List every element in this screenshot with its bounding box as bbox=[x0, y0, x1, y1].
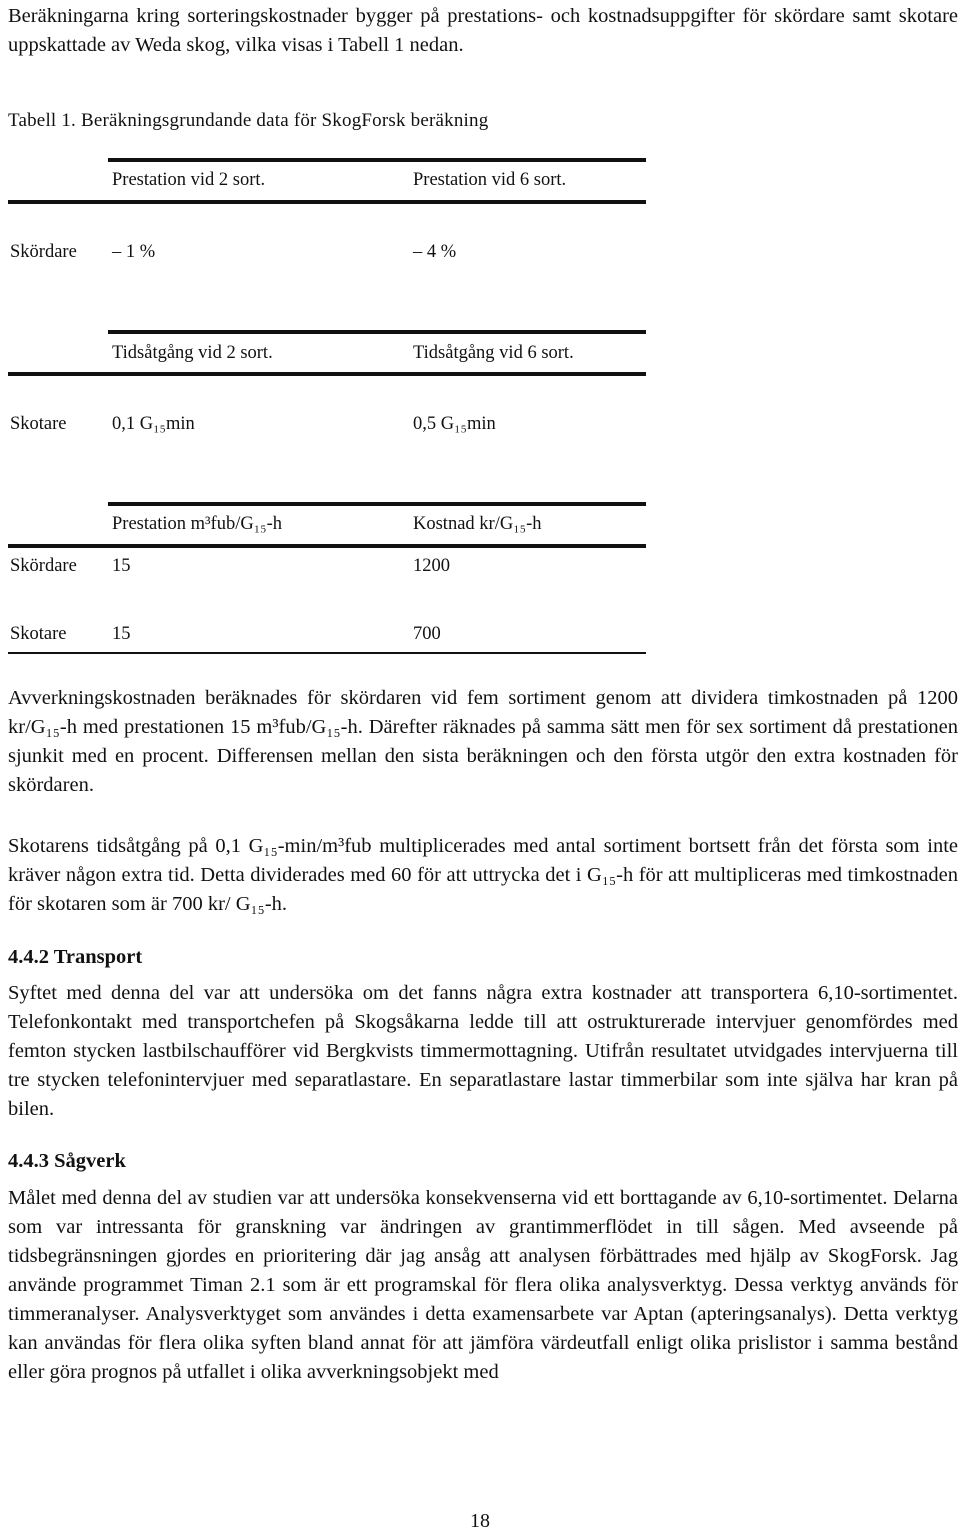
table2-row-label: Skotare bbox=[10, 414, 67, 434]
table1-header-col1: Prestation vid 2 sort. bbox=[112, 170, 266, 190]
paragraph-sagverk: Målet med denna del av studien var att undersöka konsekvenserna vid ett borttagande av 6,10-sortimentet. Delarna som var intressanta för granskning var ändringen av grantimmerflödet in till sågen. Med avseende på tidsbegränsningen gjordes en prioritering där jag ansåg att analysen förbättrades med hjälp av SkogForsk. Jag använde programmet Timan 2.1 som är ett programskal för flera olika analysverktyg. Dessa verktyg används för timmeranalyser. Analysverktyget som användes i detta examensarbete var Aptan (apteringsanalys). Detta verktyg kan användas för flera olika syften bland annat för att jämföra värdeutfall enligt olika prislistor i samma bestånd eller göra prognos på utfallet i olika avverkningsobjekt med bbox=[8, 1187, 958, 1383]
table3-header-col2: Kostnad kr/G₁₅-h bbox=[413, 514, 542, 534]
table1-header-col2: Prestation vid 6 sort. bbox=[413, 170, 567, 190]
intro-paragraph: Beräkningarna kring sorteringskostnader bygger på prestations- och kostnadsuppgifter för skördare samt skotare uppskattade av Weda skog, vilka visas i Tabell 1 nedan. bbox=[8, 5, 958, 56]
table2-row-value1: 0,1 G₁₅min bbox=[112, 414, 195, 434]
table1-row-label: Skördare bbox=[10, 242, 77, 262]
table3-header-rule bbox=[8, 544, 646, 548]
table1-row-value2: – 4 % bbox=[413, 242, 457, 262]
table1-header-rule bbox=[8, 200, 646, 204]
heading-transport: 4.4.2 Transport bbox=[8, 946, 143, 968]
table1-row-value1: – 1 % bbox=[112, 242, 156, 262]
paragraph-forwarder-time: Skotarens tidsåtgång på 0,1 G₁₅-min/m³fub multiplicerades med antal sortiment bortsett från det första som inte kräver någon extra tid. Detta dividerades med 60 för att uttrycka det i G₁₅-h för att multipliceras med timkostnaden för skotaren som är 700 kr/ G₁₅-h. bbox=[8, 835, 958, 915]
heading-sagverk: 4.4.3 Sågverk bbox=[8, 1150, 126, 1172]
table3-row2-value2: 700 bbox=[413, 624, 441, 644]
table2-header-rule bbox=[8, 372, 646, 376]
table2-row-value2: 0,5 G₁₅min bbox=[413, 414, 496, 434]
table3-row1-value2: 1200 bbox=[413, 556, 450, 576]
table3-row2-value1: 15 bbox=[112, 624, 131, 644]
table3-row1-label: Skördare bbox=[10, 556, 77, 576]
table3-row1-value1: 15 bbox=[112, 556, 131, 576]
paragraph-harvester-cost: Avverkningskostnaden beräknades för skördaren vid fem sortiment genom att dividera timkostnaden på 1200 kr/G₁₅-h med prestationen 15 m³fub/G₁₅-h. Därefter räknades på samma sätt men för sex sortiment då prestationen sjunkit med en procent. Differensen mellan den sista beräkningen och den första utgör den extra kostnaden för skördaren. bbox=[8, 687, 958, 796]
table1-top-rule bbox=[108, 158, 646, 162]
paragraph-transport: Syftet med denna del var att undersöka om det fanns några extra kostnader att transportera 6,10-sortimentet. Telefonkontakt med transportchefen på Skogsåkarna ledde till att ostrukturerade intervjuer genomfördes med femton stycken lastbilschaufförer vid Bergkvists timmermottagning. Utifrån resultatet utvidgades intervjuerna till tre stycken telefonintervjuer med separatlastare. En separatlastare lastar timmerbilar som inte själva har kran på bilen. bbox=[8, 982, 958, 1120]
table3-row2-label: Skotare bbox=[10, 624, 67, 644]
table3-bottom-rule bbox=[8, 652, 646, 654]
table3-top-rule bbox=[108, 502, 646, 506]
table2-top-rule bbox=[108, 330, 646, 334]
table3-header-col1: Prestation m³fub/G₁₅-h bbox=[112, 514, 283, 534]
page-number: 18 bbox=[470, 1510, 490, 1532]
table-caption: Tabell 1. Beräkningsgrundande data för SkogForsk beräkning bbox=[8, 110, 489, 131]
table2-header-col1: Tidsåtgång vid 2 sort. bbox=[112, 343, 273, 363]
table2-header-col2: Tidsåtgång vid 6 sort. bbox=[413, 343, 574, 363]
